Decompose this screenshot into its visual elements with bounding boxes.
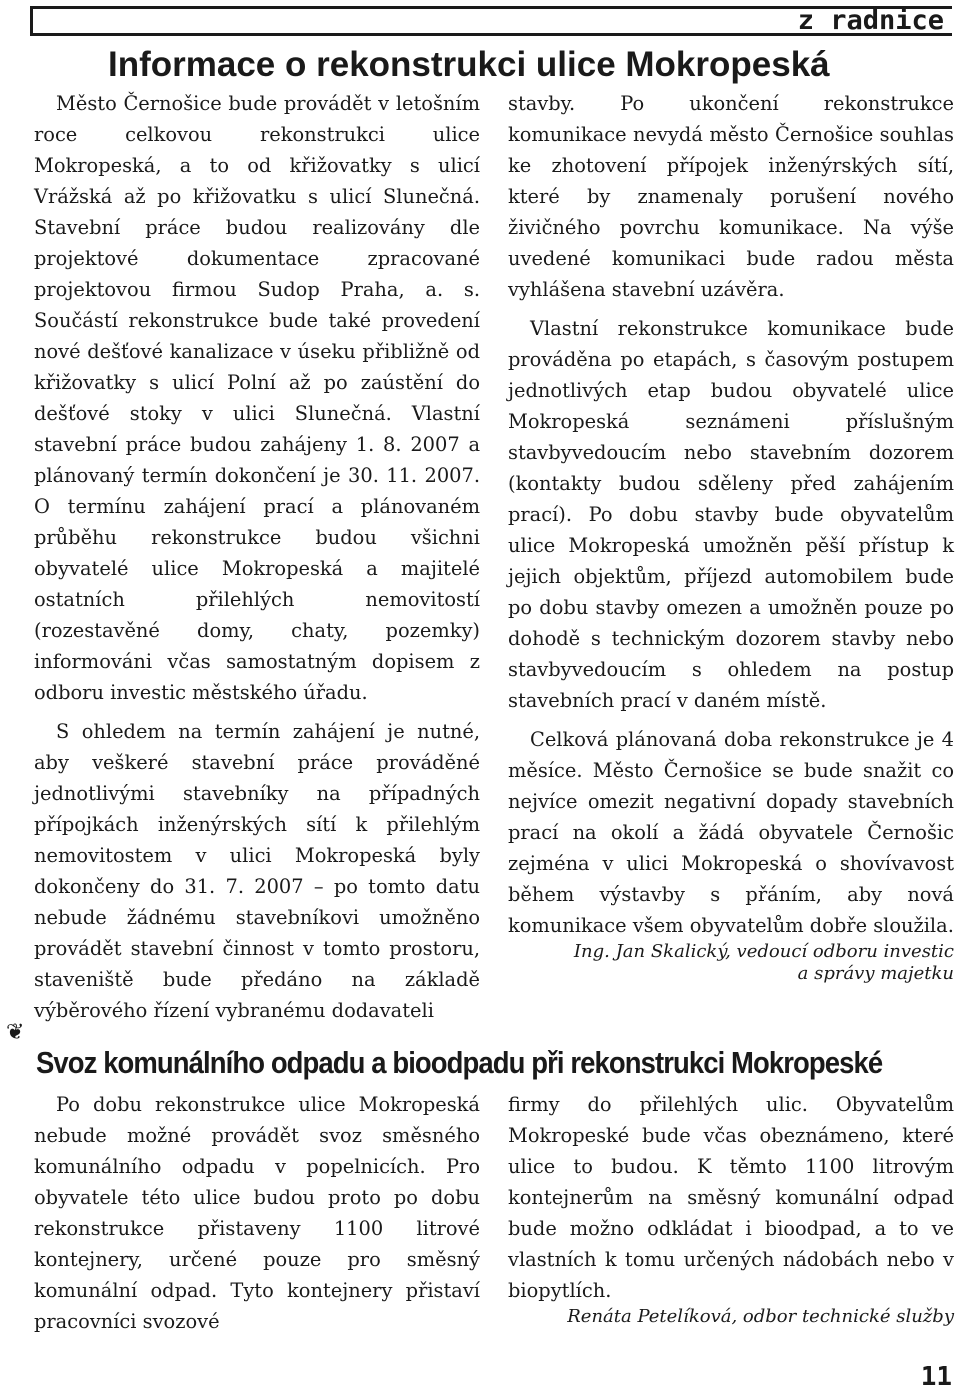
article1-signature <box>508 941 954 985</box>
article2-signature: Renáta Petelíková, odbor technické služby <box>567 1306 954 1327</box>
article1-paragraph: S ohledem na termín zahájení je nutné, aby veškeré stavební práce prováděné jednotlivými stavebníky na případných přípojkách inženýrských sítí k přilehlým nemovitostem v ulici Mokropeská byly dokončeny do 31. 7. 2007 – po tomto datu nebude žádnému stavebníkovi umožněno provádět stavební činnost v tomto prostoru, staveniště bude předáno na základě výběrového řízení vybranému dodavateli <box>34 720 480 1022</box>
article2-right-column <box>508 1089 954 1328</box>
article2-paragraph: Po dobu rekonstrukce ulice Mokropeská nebude možné provádět svoz směsného komunálního odpadu v popelnicích. Pro obyvatele této ulice budou proto po dobu rekonstrukce přistaveny 1100 litrové kontejnery, určené pouze pro směsný komunální odpad. Tyto kontejnery přistaví pracovníci svozové <box>34 1093 480 1333</box>
article1-paragraph: stavby. Po ukončení rekonstrukce komunikace nevydá město Černošice souhlas ke zhotovení přípojek inženýrských sítí, které by znamenaly porušení nového živičného povrchu komunikace. Na výše uvedené komunikaci bude radou města vyhlášena stavební uzávěra. <box>508 92 954 301</box>
article1-paragraph: Vlastní rekonstrukce komunikace bude prováděna po etapách, s časovým postupem jednotlivých etap budou obyvatelé ulice Mokropeská seznámeni příslušným stavbyvedoucím nebo stavebním dozorem (kontakty budou sděleny před zahájením prací). Po dobu stavby bude obyvatelům ulice Mokropeská umožněn pěší přístup k jejich objektům, příjezd automobilem bude po dobu stavby omezen a umožněn pouze po dohodě s technickým dozorem stavby nebo stavbyvedoucím s ohledem na postup stavebních prací v daném místě. <box>508 317 954 712</box>
section-header <box>30 6 952 36</box>
article-title-waste-collection: Svoz komunálního odpadu a bioodpadu při rekonstrukci Mokropeské <box>36 1046 883 1080</box>
article1-signature-line1: Ing. Jan Skalický, vedoucí odboru investic <box>573 941 954 962</box>
article1-right-column <box>508 88 954 985</box>
section-label: z radnice <box>797 5 944 36</box>
article1-signature-line2: a správy majetku <box>797 963 954 984</box>
fleuron-icon: ❦ <box>6 1020 25 1045</box>
article2-left-column <box>34 1089 480 1337</box>
article-title-reconstruction: Informace o rekonstrukci ulice Mokropeská <box>108 45 830 84</box>
article1-paragraph: Celková plánovaná doba rekonstrukce je 4 měsíce. Město Černošice se bude snažit co nejvíce omezit negativní dopady stavebních prací na okolí a žádá obyvatele Černošic zejména v ulici Mokropeská o shovívavost během výstavby s přáním, aby nová komunikace všem obyvatelům dobře sloužila. <box>508 728 954 937</box>
article2-paragraph: firmy do přilehlých ulic. Obyvatelům Mokropeské bude včas obeznámeno, které ulice to budou. K těmto 1100 litrovým kontejnerům na směsný komunální odpad bude možno odkládat i bioodpad, a to ve vlastních k tomu určených nádobách nebo v biopytlích. <box>508 1093 954 1302</box>
article1-paragraph: Město Černošice bude provádět v letošním roce celkovou rekonstrukci ulice Mokropeská, a to od křižovatky s ulicí Vrážská až po křižovatku s ulicí Slunečná. Stavební práce budou realizovány dle projektové dokumentace zpracované projektovou firmou Sudop Praha, a. s. Součástí rekonstrukce bude také provedení nové dešťové kanalizace v úseku přibližně od křižovatky s ulicí Polní až po zaústění do dešťové stoky v ulici Slunečná. Vlastní stavební práce budou zahájeny 1. 8. 2007 a plánovaný termín dokončení je 30. 11. 2007. O termínu zahájení prací a plánovaném průběhu rekonstrukce budou všichni obyvatelé ulice Mokropeská a majitelé ostatních přilehlých nemovitostí (rozestavěné domy, chaty, pozemky) informováni včas samostatným dopisem z odboru investic městského úřadu. <box>34 92 480 704</box>
article1-left-column <box>34 88 480 1026</box>
page-number: 11 <box>920 1362 952 1392</box>
